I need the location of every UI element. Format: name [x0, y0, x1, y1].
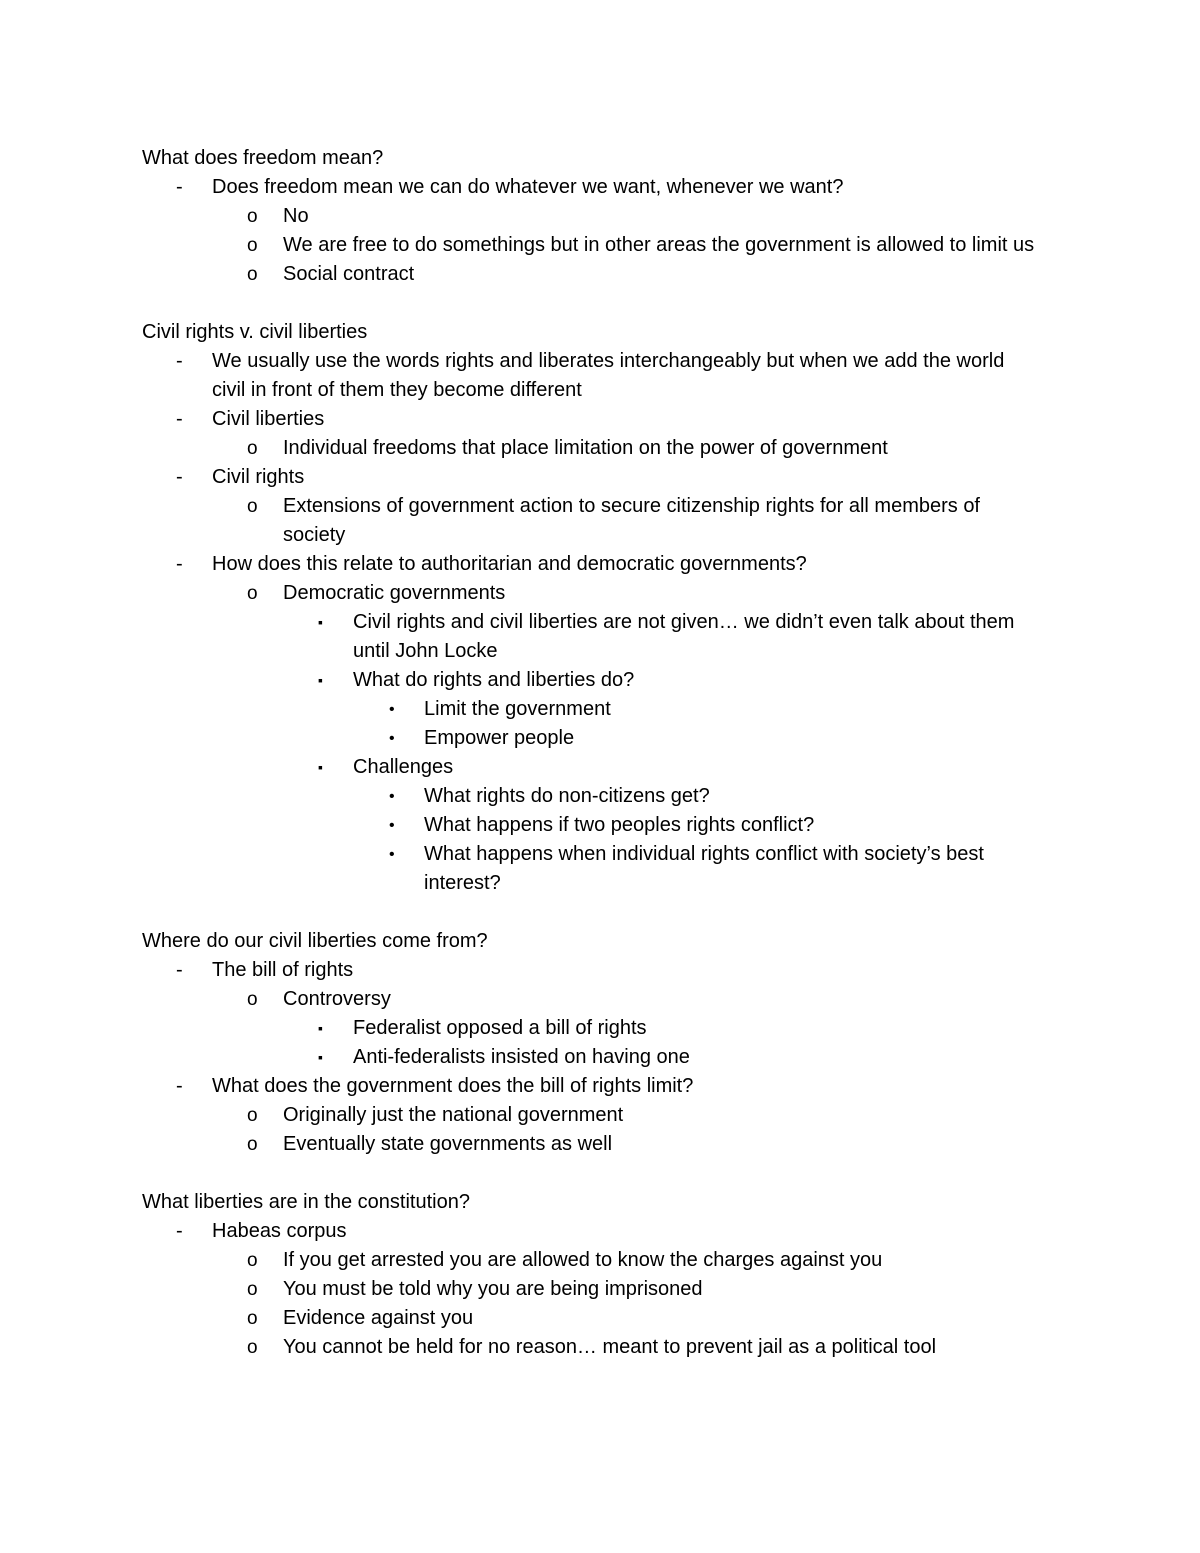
outline-item-text: Eventually state governments as well [283, 1133, 613, 1155]
section-heading: Civil rights v. civil liberties [142, 321, 368, 343]
outline-item-text: Civil liberties [212, 408, 325, 430]
outline-item-text: Empower people [424, 727, 575, 749]
circle-bullet-icon: o [247, 206, 258, 227]
outline-item-level-1 [142, 405, 1042, 434]
outline-item-text: What do rights and liberties do? [353, 669, 635, 691]
outline-item-level-2 [142, 1101, 1042, 1130]
outline-item-level-1 [142, 173, 1042, 202]
outline-item-level-2 [142, 492, 1042, 550]
dash-marker: - [176, 408, 183, 430]
section-spacer [142, 289, 1042, 318]
outline-item-text: Extensions of government action to secure citizenship rights for all members of society [283, 495, 980, 546]
square-bullet-icon: ▪ [318, 672, 323, 688]
notes-section [142, 927, 1042, 1159]
outline-item-text: What does the government does the bill of rights limit? [212, 1075, 694, 1097]
section-spacer [142, 1159, 1042, 1188]
dot-bullet-icon: • [389, 846, 395, 863]
outline-item-level-3 [142, 666, 1042, 695]
outline-item-level-4 [142, 695, 1042, 724]
outline-item-text: What happens when individual rights conflict with society’s best interest? [424, 843, 984, 894]
notes-section [142, 318, 1042, 898]
dot-bullet-icon: • [389, 701, 395, 718]
section-heading: What does freedom mean? [142, 147, 384, 169]
outline-item-text: Civil rights and civil liberties are not given… we didn’t even talk about them until John Locke [353, 611, 1015, 662]
outline-item-level-1 [142, 1072, 1042, 1101]
outline-item-level-3 [142, 608, 1042, 666]
square-bullet-icon: ▪ [318, 1049, 323, 1065]
outline-item-text: Habeas corpus [212, 1220, 347, 1242]
dash-marker: - [176, 350, 183, 372]
outline-item-text: Originally just the national government [283, 1104, 624, 1126]
dot-bullet-icon: • [389, 817, 395, 834]
outline-item-level-2 [142, 985, 1042, 1014]
square-bullet-icon: ▪ [318, 1020, 323, 1036]
outline-item-level-3 [142, 1014, 1042, 1043]
outline-item-text: We usually use the words rights and liberates interchangeably but when we add the world civil in front of them they become different [212, 350, 1005, 401]
circle-bullet-icon: o [247, 496, 258, 517]
outline-item-text: Anti-federalists insisted on having one [353, 1046, 690, 1068]
outline-item-level-2 [142, 202, 1042, 231]
outline-item-level-2 [142, 1130, 1042, 1159]
outline-item-text: Controversy [283, 988, 391, 1010]
circle-bullet-icon: o [247, 1337, 258, 1358]
outline-item-level-1 [142, 550, 1042, 579]
outline-item-text: How does this relate to authoritarian and democratic governments? [212, 553, 807, 575]
outline-item-level-1 [142, 956, 1042, 985]
outline-item-text: Federalist opposed a bill of rights [353, 1017, 647, 1039]
outline-item-level-2 [142, 434, 1042, 463]
circle-bullet-icon: o [247, 1134, 258, 1155]
dash-marker: - [176, 959, 183, 981]
outline-item-text: Challenges [353, 756, 454, 778]
outline-item-text: We are free to do somethings but in other areas the government is allowed to limit us [283, 234, 1035, 256]
outline-item-text: What rights do non-citizens get? [424, 785, 710, 807]
outline-item-text: Does freedom mean we can do whatever we want, whenever we want? [212, 176, 844, 198]
outline-item-text: Social contract [283, 263, 415, 285]
notes-section [142, 1188, 1042, 1362]
outline-item-level-1 [142, 1217, 1042, 1246]
outline-item-text: If you get arrested you are allowed to know the charges against you [283, 1249, 883, 1271]
dash-marker: - [176, 176, 183, 198]
outline-item-text: Civil rights [212, 466, 305, 488]
outline-item-level-3 [142, 1043, 1042, 1072]
outline-item-text: Democratic governments [283, 582, 506, 604]
outline-item-text: No [283, 205, 309, 227]
outline-item-text: Limit the government [424, 698, 611, 720]
dash-marker: - [176, 466, 183, 488]
notes-section [142, 144, 1042, 289]
outline-item-level-2 [142, 1275, 1042, 1304]
section-heading: Where do our civil liberties come from? [142, 930, 488, 952]
circle-bullet-icon: o [247, 1279, 258, 1300]
outline-item-level-4 [142, 840, 1042, 898]
circle-bullet-icon: o [247, 438, 258, 459]
outline-item-text: Evidence against you [283, 1307, 474, 1329]
outline-item-text: What happens if two peoples rights conflict? [424, 814, 815, 836]
outline-item-level-1 [142, 463, 1042, 492]
circle-bullet-icon: o [247, 235, 258, 256]
outline-item-text: You must be told why you are being imprisoned [283, 1278, 703, 1300]
square-bullet-icon: ▪ [318, 759, 323, 775]
circle-bullet-icon: o [247, 1308, 258, 1329]
notes-body [142, 144, 1042, 1362]
outline-item-text: You cannot be held for no reason… meant to prevent jail as a political tool [283, 1336, 937, 1358]
outline-item-level-2 [142, 579, 1042, 608]
circle-bullet-icon: o [247, 1105, 258, 1126]
dot-bullet-icon: • [389, 730, 395, 747]
dash-marker: - [176, 553, 183, 575]
square-bullet-icon: ▪ [318, 614, 323, 630]
outline-item-level-2 [142, 231, 1042, 260]
dash-marker: - [176, 1075, 183, 1097]
outline-item-level-4 [142, 811, 1042, 840]
outline-item-level-2 [142, 1304, 1042, 1333]
outline-item-text: The bill of rights [212, 959, 354, 981]
outline-item-level-4 [142, 782, 1042, 811]
section-heading: What liberties are in the constitution? [142, 1191, 470, 1213]
outline-item-level-1 [142, 347, 1042, 405]
circle-bullet-icon: o [247, 989, 258, 1010]
circle-bullet-icon: o [247, 264, 258, 285]
section-spacer [142, 898, 1042, 927]
outline-item-level-4 [142, 724, 1042, 753]
circle-bullet-icon: o [247, 583, 258, 604]
circle-bullet-icon: o [247, 1250, 258, 1271]
dash-marker: - [176, 1220, 183, 1242]
outline-item-text: Individual freedoms that place limitation on the power of government [283, 437, 888, 459]
outline-item-level-2 [142, 1246, 1042, 1275]
outline-item-level-3 [142, 753, 1042, 782]
dot-bullet-icon: • [389, 788, 395, 805]
outline-item-level-2 [142, 1333, 1042, 1362]
outline-item-level-2 [142, 260, 1042, 289]
